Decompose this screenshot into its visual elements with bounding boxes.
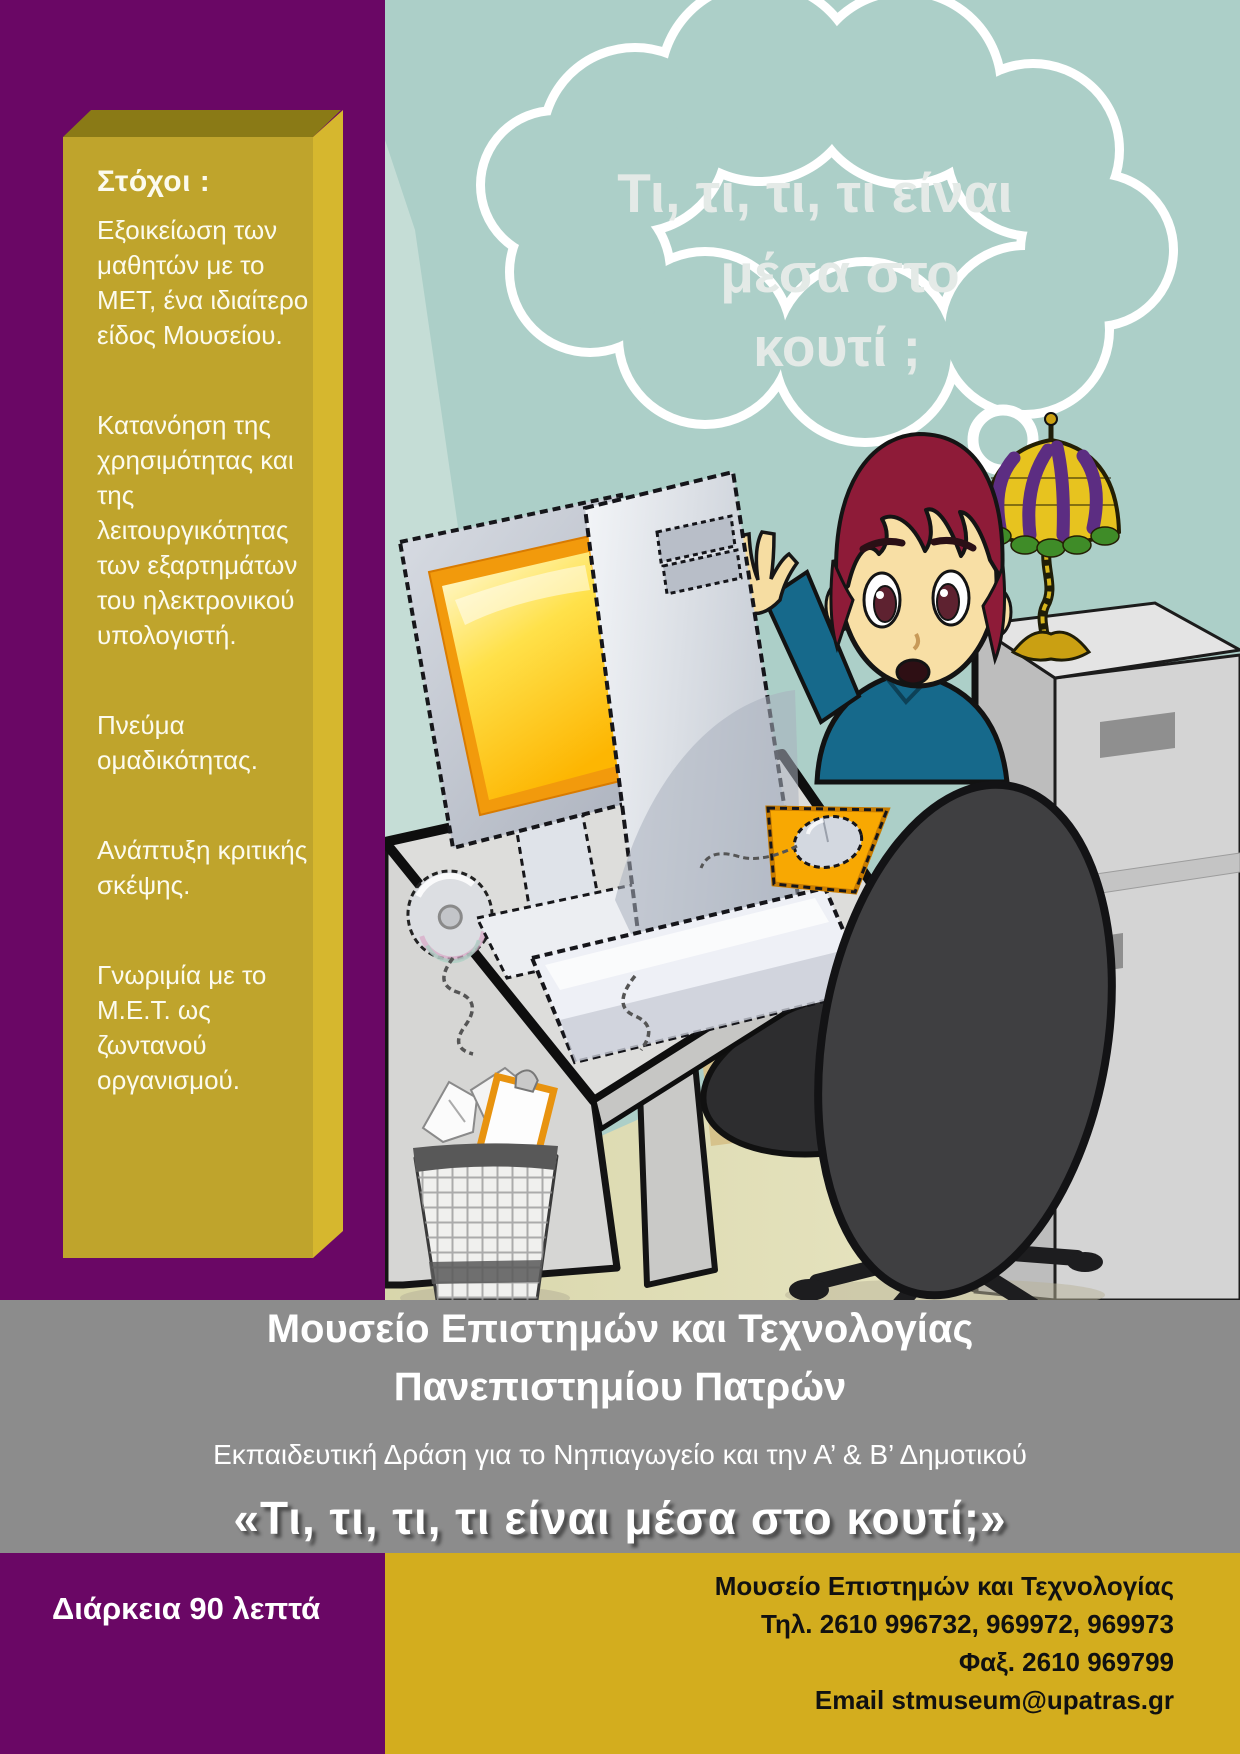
goals-title: Στόχοι : — [97, 165, 211, 198]
museum-title-line1: Μουσείο Επιστημών και Τεχνολογίας — [266, 1307, 974, 1351]
goals-box — [63, 137, 313, 1258]
goal-item: Γνωριμία με το Μ.Ε.Τ. ως ζωντανού οργανισμού. — [97, 960, 267, 1095]
contact-name: Μουσείο Επιστημών και Τεχνολογίας — [714, 1571, 1174, 1601]
goal-item: Κατανόηση της χρησιμότητας και της λειτουργικότητας των εξαρτημάτων του ηλεκτρονικού υπολογιστή. — [97, 410, 298, 650]
duration-label: Διάρκεια 90 λεπτά — [52, 1591, 321, 1626]
banner-subtitle: Εκπαιδευτική Δράση για το Νηπιαγωγείο και την Α’ & Β’ Δημοτικού — [213, 1439, 1027, 1470]
goal-item: Εξοικείωση των μαθητών με το ΜΕΤ, ένα ιδιαίτερο είδος Μουσείου. — [97, 215, 309, 350]
illustration — [385, 0, 1240, 1300]
footer-contact-panel — [385, 1553, 1240, 1754]
contact-email: Email stmuseum@upatras.gr — [814, 1685, 1174, 1715]
museum-title-line2: Πανεπιστημίου Πατρών — [393, 1365, 847, 1409]
banner — [0, 1300, 1240, 1553]
goal-item: Ανάπτυξη κριτικής σκέψης. — [97, 835, 308, 900]
bubble-text-line2: μέσα στο — [720, 242, 960, 304]
banner-headline: «Τι, τι, τι, τι είναι μέσα στο κουτί;» — [233, 1492, 1007, 1544]
bubble-text-line3: κουτί ; — [753, 316, 921, 378]
contact-phone: Τηλ. 2610 996732, 969972, 969973 — [761, 1609, 1174, 1639]
goals-box-side-face — [313, 110, 343, 1258]
goals-box-top-face — [63, 110, 341, 137]
footer-duration-panel — [0, 1553, 385, 1754]
bubble-text-line1: Τι, τι, τι, τι είναι — [617, 162, 1013, 224]
boy-mouth — [897, 660, 929, 684]
goal-item: Πνεύμα ομαδικότητας. — [97, 710, 258, 775]
contact-fax: Φαξ. 2610 969799 — [958, 1647, 1174, 1677]
